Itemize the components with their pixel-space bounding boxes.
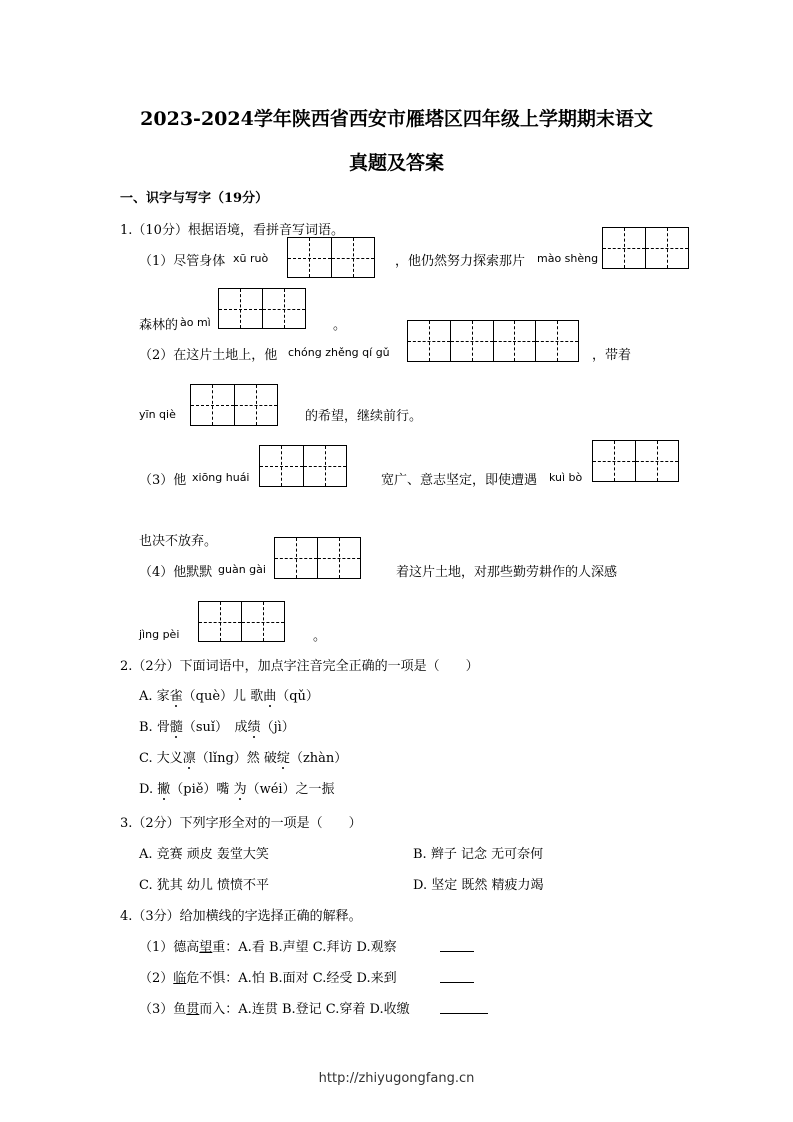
q4-item-1: （1）德高望重：A.看 B.声望 C.拜访 D.观察 (139, 940, 397, 955)
q1-item2-text-c: 的希望，继续前行。 (305, 409, 423, 424)
q1-item3-pinyin-2: kuì bò (549, 471, 583, 484)
q1-item2-text-b: ，带着 (592, 348, 632, 363)
q1-item3-text-b: 宽广、意志坚定，即使遭遇 (381, 473, 538, 488)
question-4-stem: 4.（3分）给加横线的字选择正确的解释。 (120, 909, 362, 924)
q2-option-a[interactable]: A. 家雀（què）儿 歌曲（qǔ） (139, 689, 319, 704)
q1-item4-end: 。 (313, 629, 327, 644)
page-title: 2023-2024学年陕西省西安市雁塔区四年级上学期期末语文 (140, 108, 653, 130)
q1-item3-answer-box-1[interactable] (259, 445, 347, 487)
question-3-stem: 3.（2分）下列字形全对的一项是（ ） (120, 816, 362, 831)
q4-item-3-answer-line[interactable] (440, 1013, 488, 1014)
q2-option-b[interactable]: B. 骨髓（suǐ） 成绩（jì） (139, 720, 295, 735)
q3-option-c[interactable]: C. 犹其 幼儿 愤愤不平 (139, 878, 270, 893)
q1-item3-pinyin-1: xiōng huái (192, 471, 250, 484)
q1-item1-answer-box-1[interactable] (287, 237, 375, 278)
q1-item1-text-b: ，他仍然努力探索那片 (395, 254, 526, 269)
q1-item1-pinyin-3: ào mì (180, 316, 211, 329)
q1-item1-text-a: （1）尽管身体 (139, 254, 226, 269)
q1-item2-answer-box-2[interactable] (190, 384, 278, 426)
q1-item4-answer-box-2[interactable] (198, 601, 285, 642)
q2-option-c[interactable]: C. 大义凛（lǐng）然 破绽（zhàn） (139, 751, 348, 766)
q1-item1-end: 。 (333, 318, 347, 333)
q3-option-d[interactable]: D. 坚定 既然 精疲力竭 (413, 878, 544, 893)
q1-item4-answer-box-1[interactable] (274, 537, 361, 579)
q1-item1-text-c: 森林的 (139, 318, 179, 333)
q2-option-d[interactable]: D. 撇（piě）嘴 为（wéi）之一振 (139, 782, 335, 797)
q1-item3-text-a: （3）他 (139, 473, 187, 488)
q1-item3-text-c: 也决不放弃。 (139, 534, 218, 549)
q4-item-3: （3）鱼贯而入：A.连贯 B.登记 C.穿着 D.收缴 (139, 1002, 410, 1017)
q1-item4-pinyin-2: jìng pèi (139, 628, 180, 641)
q1-item2-text-a: （2）在这片土地上，他 (139, 348, 278, 363)
q1-item2-pinyin-1: chóng zhěng qí gǔ (288, 346, 390, 359)
q1-item1-pinyin-1: xū ruò (233, 252, 269, 265)
q1-item1-pinyin-2: mào shèng (537, 252, 599, 265)
q1-item4-text-a: （4）他默默 (139, 565, 213, 580)
q1-item4-text-b: 着这片土地，对那些勤劳耕作的人深感 (396, 565, 618, 580)
question-2-stem: 2.（2分）下面词语中，加点字注音完全正确的一项是（ ） (120, 659, 479, 674)
q4-item-2: （2）临危不惧：A.怕 B.面对 C.经受 D.来到 (139, 971, 397, 986)
question-1-stem: 1.（10分）根据语境，看拼音写词语。 (120, 223, 344, 238)
q3-option-b[interactable]: B. 辫子 记念 无可奈何 (413, 847, 544, 862)
q1-item3-answer-box-2[interactable] (592, 440, 679, 482)
q1-item2-pinyin-2: yīn qiè (139, 408, 176, 421)
page-subtitle: 真题及答案 (348, 152, 444, 174)
q4-item-1-answer-line[interactable] (440, 951, 474, 952)
q4-item-2-answer-line[interactable] (440, 982, 474, 983)
q1-item2-answer-box-1[interactable] (407, 320, 579, 362)
q3-option-a[interactable]: A. 竞赛 顽皮 轰堂大笑 (139, 847, 269, 862)
section-heading: 一、识字与写字（19分） (120, 191, 269, 206)
q1-item4-pinyin-1: guàn gài (218, 563, 266, 576)
q1-item1-answer-box-2[interactable] (602, 227, 689, 269)
footer-url[interactable]: http://zhiyugongfang.cn (318, 1071, 475, 1086)
q1-item1-answer-box-3[interactable] (218, 288, 306, 329)
